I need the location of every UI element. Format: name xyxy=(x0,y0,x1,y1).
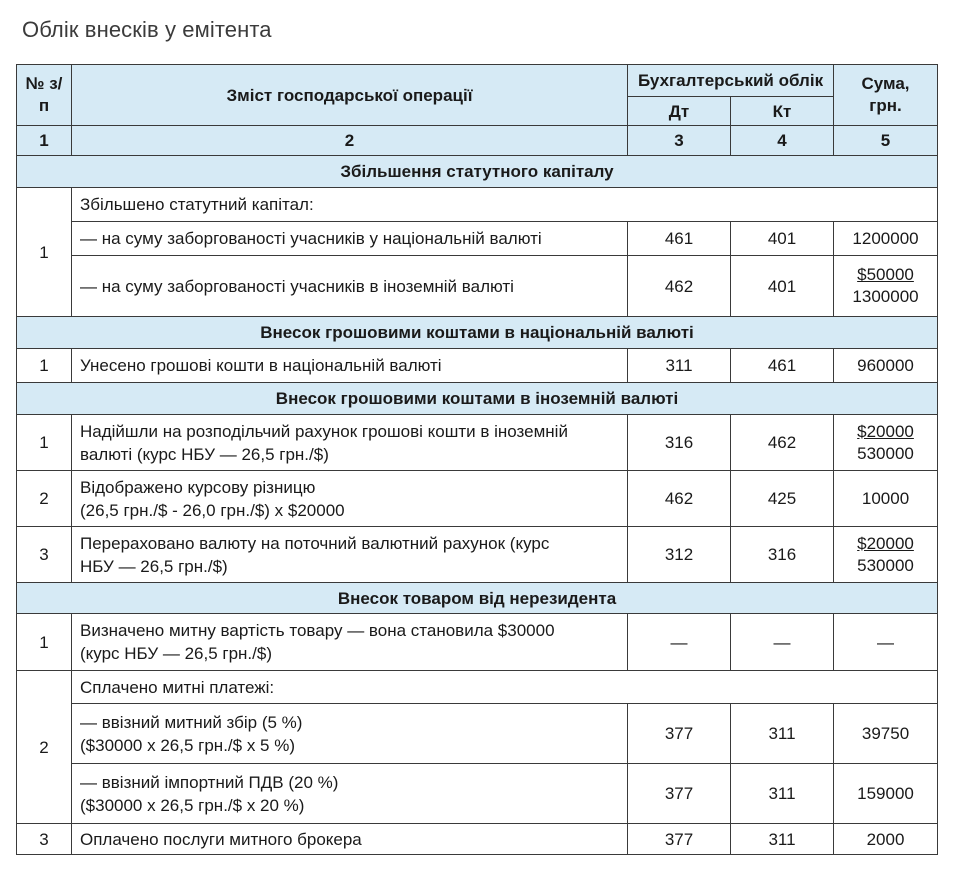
table-row xyxy=(17,527,938,583)
row-description: Оплачено послуги митного брокера xyxy=(72,824,628,855)
col-number: 5 xyxy=(834,126,938,156)
header-kt: Кт xyxy=(731,97,834,126)
contributions-table xyxy=(16,64,938,855)
row-number: 1 xyxy=(17,188,72,317)
page-title: Облік внесків у емітента xyxy=(22,17,272,42)
row-credit: 401 xyxy=(731,256,834,317)
row-description-line: ($30000 х 26,5 грн./$ х 20 %) xyxy=(80,795,305,815)
row-description: Унесено грошові кошти в національній валюті xyxy=(72,349,628,383)
header-sum: Сума, грн. xyxy=(834,65,938,126)
section-title: Внесок грошовими коштами в іноземній валюті xyxy=(17,383,938,415)
row-number: 1 xyxy=(17,349,72,383)
table-row xyxy=(17,256,938,317)
col-number: 3 xyxy=(628,126,731,156)
row-description xyxy=(72,614,628,671)
header-accounting: Бухгалтерський облік xyxy=(628,65,834,97)
row-debit: 461 xyxy=(628,222,731,256)
row-credit: 425 xyxy=(731,471,834,527)
table-row xyxy=(17,704,938,764)
row-sum: 159000 xyxy=(834,764,938,824)
row-credit: 311 xyxy=(731,764,834,824)
table-row xyxy=(17,671,938,704)
row-credit: 311 xyxy=(731,824,834,855)
row-description xyxy=(72,704,628,764)
header-content: Зміст господарської операції xyxy=(72,65,628,126)
row-sum xyxy=(834,256,938,317)
row-debit: 312 xyxy=(628,527,731,583)
header-no: № з/п xyxy=(17,65,72,126)
row-description xyxy=(72,527,628,583)
row-description: — на суму заборгованості учасників в іноземній валюті xyxy=(72,256,628,317)
sum-currency: $20000 xyxy=(857,421,914,441)
row-description xyxy=(72,471,628,527)
table-row xyxy=(17,764,938,824)
table-row xyxy=(17,349,938,383)
row-description-line: Визначено митну вартість товару — вона становила $30000 xyxy=(80,621,555,640)
section-title: Внесок товаром від нерезидента xyxy=(17,583,938,614)
row-description-line: (26,5 грн./$ - 26,0 грн./$) х $20000 xyxy=(80,500,345,520)
section-title: Збільшення статутного капіталу xyxy=(17,156,938,188)
row-number: 3 xyxy=(17,824,72,855)
row-description-line: Перераховано валюту на поточний валютний рахунок (курс xyxy=(80,533,550,553)
row-description-line: Відображено курсову різницю xyxy=(80,477,316,497)
row-number: 3 xyxy=(17,527,72,583)
col-number: 1 xyxy=(17,126,72,156)
row-credit: 401 xyxy=(731,222,834,256)
row-description: Збільшено статутний капітал: xyxy=(72,188,938,222)
row-description: Сплачено митні платежі: xyxy=(72,671,938,704)
table-row xyxy=(17,471,938,527)
row-description xyxy=(72,415,628,471)
row-description-line: валюті (курс НБУ — 26,5 грн./$) xyxy=(80,444,329,464)
header-dt: Дт xyxy=(628,97,731,126)
col-number: 4 xyxy=(731,126,834,156)
row-description: — на суму заборгованості учасників у національній валюті xyxy=(72,222,628,256)
section-title: Внесок грошовими коштами в національній валюті xyxy=(17,317,938,349)
row-description-line: (курс НБУ — 26,5 грн./$) xyxy=(80,644,272,663)
row-description xyxy=(72,764,628,824)
row-description-line: НБУ — 26,5 грн./$) xyxy=(80,556,228,576)
sum-uah: 530000 xyxy=(857,443,914,463)
row-credit: 316 xyxy=(731,527,834,583)
row-sum: 960000 xyxy=(834,349,938,383)
table-row xyxy=(17,614,938,671)
row-sum: 39750 xyxy=(834,704,938,764)
column-number-row xyxy=(17,126,938,156)
row-description-line: — ввізний митний збір (5 %) xyxy=(80,712,303,732)
header-row xyxy=(17,65,938,97)
row-debit: 311 xyxy=(628,349,731,383)
col-number: 2 xyxy=(72,126,628,156)
table-row xyxy=(17,188,938,222)
row-credit: 462 xyxy=(731,415,834,471)
row-sum: 2000 xyxy=(834,824,938,855)
row-sum: 1200000 xyxy=(834,222,938,256)
row-sum: — xyxy=(834,614,938,671)
row-sum xyxy=(834,527,938,583)
row-sum xyxy=(834,415,938,471)
row-debit: 377 xyxy=(628,704,731,764)
table-row xyxy=(17,824,938,855)
row-number: 1 xyxy=(17,415,72,471)
row-debit: 462 xyxy=(628,256,731,317)
sum-currency: $50000 xyxy=(857,265,914,284)
row-number: 2 xyxy=(17,471,72,527)
table-row xyxy=(17,415,938,471)
row-description-line: Надійшли на розподільчий рахунок грошові кошти в іноземній xyxy=(80,421,568,441)
row-description-line: — ввізний імпортний ПДВ (20 %) xyxy=(80,772,339,792)
sum-uah: 530000 xyxy=(857,555,914,575)
row-credit: — xyxy=(731,614,834,671)
sum-uah: 1300000 xyxy=(852,287,919,306)
row-credit: 311 xyxy=(731,704,834,764)
row-debit: 377 xyxy=(628,824,731,855)
row-number: 1 xyxy=(17,614,72,671)
table-row xyxy=(17,222,938,256)
row-number: 2 xyxy=(17,671,72,824)
row-debit: 462 xyxy=(628,471,731,527)
row-debit: 316 xyxy=(628,415,731,471)
sum-currency: $20000 xyxy=(857,533,914,553)
row-description-line: ($30000 х 26,5 грн./$ х 5 %) xyxy=(80,735,295,755)
row-sum: 10000 xyxy=(834,471,938,527)
row-debit: — xyxy=(628,614,731,671)
row-debit: 377 xyxy=(628,764,731,824)
row-credit: 461 xyxy=(731,349,834,383)
